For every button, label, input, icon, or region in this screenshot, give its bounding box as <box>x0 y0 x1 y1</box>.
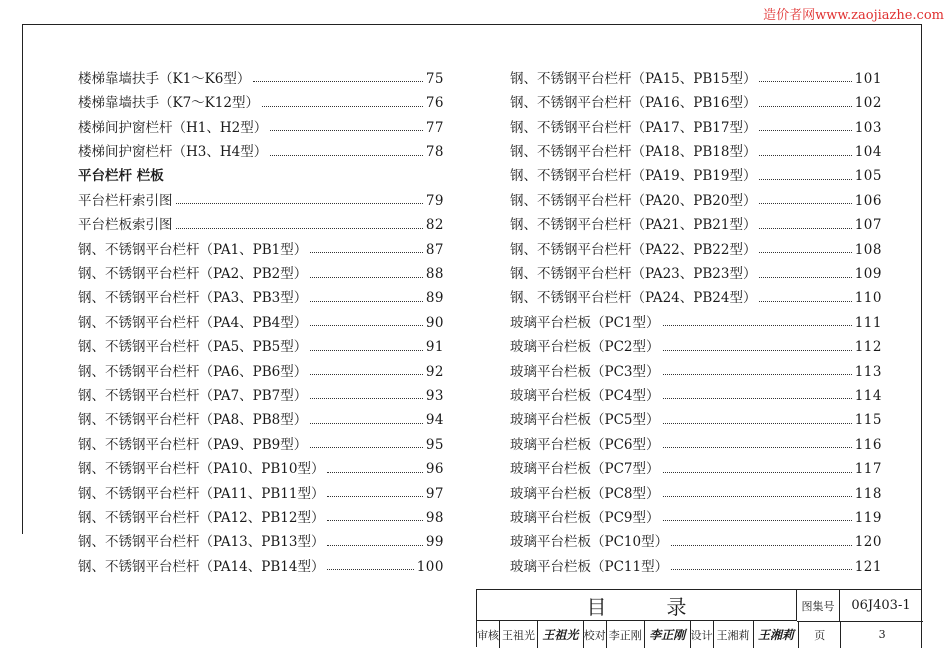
toc-entry-page: 121 <box>854 558 882 575</box>
toc-entry <box>510 257 882 281</box>
toc-entry-page: 118 <box>854 485 882 502</box>
dot-leader <box>759 130 851 131</box>
toc-entry-page: 99 <box>425 534 444 551</box>
toc-entry-page: 91 <box>425 339 444 356</box>
toc-entry-page: 115 <box>854 412 882 429</box>
design-label: 设计 <box>691 621 714 648</box>
toc-entry <box>78 403 444 427</box>
atlas-code: 06J403-1 <box>839 590 923 622</box>
toc-entry-title: 玻璃平台栏板（PC6型） <box>510 436 660 453</box>
review-label: 审核 <box>477 621 500 648</box>
toc-entry <box>510 208 882 232</box>
dot-leader <box>759 301 851 302</box>
dot-leader <box>663 496 852 497</box>
toc-entry <box>78 452 444 476</box>
toc-entry-title: 楼梯间护窗栏杆（H1、H2型） <box>78 119 268 136</box>
toc-entry-title: 钢、不锈钢平台栏杆（PA14、PB14型） <box>78 558 325 575</box>
toc-entry-page: 119 <box>854 509 882 526</box>
frame-left-border <box>22 24 23 534</box>
toc-entry <box>78 379 444 403</box>
atlas-code-label: 图集号 <box>797 590 840 622</box>
toc-entry-title: 钢、不锈钢平台栏杆（PA7、PB7型） <box>78 387 308 404</box>
toc-entry-page: 116 <box>854 436 882 453</box>
toc-entry-page: 93 <box>425 387 444 404</box>
dot-leader <box>671 569 852 570</box>
signature-row <box>477 621 923 648</box>
toc-entry <box>510 233 882 257</box>
toc-entry-title: 玻璃平台栏板（PC4型） <box>510 387 660 404</box>
dot-leader <box>262 106 423 107</box>
toc-entry-title: 玻璃平台栏板（PC2型） <box>510 339 660 356</box>
toc-entry-title: 钢、不锈钢平台栏杆（PA21、PB21型） <box>510 217 757 234</box>
toc-entry <box>510 452 882 476</box>
dot-leader <box>176 228 423 229</box>
dot-leader <box>759 106 851 107</box>
checker-name: 李正刚 <box>607 621 645 648</box>
reviewer-signature: 王祖光 <box>538 621 584 648</box>
toc-entry-page: 87 <box>425 241 444 258</box>
toc-entry <box>510 477 882 501</box>
toc-entry <box>78 306 444 330</box>
dot-leader <box>663 520 852 521</box>
toc-entry-page: 97 <box>425 485 444 502</box>
title-block <box>476 589 922 647</box>
toc-entry-page: 117 <box>854 461 882 478</box>
dot-leader <box>327 472 422 473</box>
toc-entry-page: 105 <box>854 168 882 185</box>
toc-entry <box>510 428 882 452</box>
toc-entry-page: 76 <box>425 95 444 112</box>
toc-entry-page: 98 <box>425 509 444 526</box>
dot-leader <box>310 398 423 399</box>
dot-leader <box>310 423 423 424</box>
toc-entry-title: 玻璃平台栏板（PC1型） <box>510 314 660 331</box>
designer-signature: 王湘莉 <box>754 621 800 648</box>
toc-entry-page: 89 <box>425 290 444 307</box>
toc-entry-page: 94 <box>425 412 444 429</box>
dot-leader <box>310 374 423 375</box>
toc-entry <box>510 62 882 86</box>
toc-entry <box>78 135 444 159</box>
toc-entry <box>510 306 882 330</box>
dot-leader <box>310 447 423 448</box>
dot-leader <box>663 374 852 375</box>
toc-entry-title: 钢、不锈钢平台栏杆（PA11、PB11型） <box>78 485 325 502</box>
document-title: 目录 <box>477 590 797 621</box>
checker-signature: 李正刚 <box>645 621 691 648</box>
dot-leader <box>759 252 851 253</box>
toc-entry-title: 钢、不锈钢平台栏杆（PA10、PB10型） <box>78 461 325 478</box>
toc-entry-title: 平台栏板索引图 <box>78 217 173 234</box>
toc-entry <box>510 550 882 574</box>
toc-entry <box>510 501 882 525</box>
toc-entry-page: 100 <box>416 558 444 575</box>
toc-entry-title: 钢、不锈钢平台栏杆（PA9、PB9型） <box>78 436 308 453</box>
toc-entry-page: 102 <box>854 95 882 112</box>
toc-entry-title: 玻璃平台栏板（PC7型） <box>510 461 660 478</box>
toc-entry-title: 钢、不锈钢平台栏杆（PA24、PB24型） <box>510 290 757 307</box>
toc-entry-title: 钢、不锈钢平台栏杆（PA15、PB15型） <box>510 70 757 87</box>
toc-entry-title: 钢、不锈钢平台栏杆（PA4、PB4型） <box>78 314 308 331</box>
toc-entry <box>510 160 882 184</box>
toc-entry-page: 95 <box>425 436 444 453</box>
dot-leader <box>310 325 423 326</box>
dot-leader <box>759 228 851 229</box>
toc-entry-title: 钢、不锈钢平台栏杆（PA16、PB16型） <box>510 95 757 112</box>
toc-right-column <box>510 62 882 574</box>
watermark: 造价者网www.zaojiazhe.com <box>763 8 944 23</box>
toc-section-heading <box>78 160 444 184</box>
reviewer-name: 王祖光 <box>500 621 538 648</box>
toc-entry-page: 75 <box>425 70 444 87</box>
toc-entry-page: 77 <box>425 119 444 136</box>
toc-entry-title: 楼梯靠墙扶手（K7～K12型） <box>78 95 259 112</box>
dot-leader <box>253 81 422 82</box>
toc-entry-page: 113 <box>854 363 882 380</box>
dot-leader <box>663 423 852 424</box>
designer-name: 王湘莉 <box>714 621 754 648</box>
toc-entry-page: 104 <box>854 144 882 161</box>
toc-entry-title: 平台栏杆索引图 <box>78 192 173 209</box>
toc-entry <box>510 355 882 379</box>
toc-entry <box>510 525 882 549</box>
toc-entry-title: 钢、不锈钢平台栏杆（PA22、PB22型） <box>510 241 757 258</box>
toc-entry-title: 钢、不锈钢平台栏杆（PA6、PB6型） <box>78 363 308 380</box>
toc-entry <box>78 184 444 208</box>
toc-entry-title: 玻璃平台栏板（PC8型） <box>510 485 660 502</box>
toc-entry <box>510 135 882 159</box>
frame-right-border <box>921 24 922 648</box>
toc-entry-title: 玻璃平台栏板（PC9型） <box>510 509 660 526</box>
dot-leader <box>327 496 422 497</box>
toc-entry-page: 114 <box>854 387 882 404</box>
dot-leader <box>310 350 423 351</box>
toc-entry-page: 82 <box>425 217 444 234</box>
dot-leader <box>663 447 852 448</box>
toc-entry-page: 92 <box>425 363 444 380</box>
dot-leader <box>759 203 851 204</box>
toc-entry-page: 120 <box>854 534 882 551</box>
toc-entry <box>510 111 882 135</box>
dot-leader <box>663 398 852 399</box>
toc-left-column <box>78 62 444 574</box>
dot-leader <box>310 252 423 253</box>
toc-entry-title: 玻璃平台栏板（PC10型） <box>510 534 669 551</box>
toc-entry <box>78 282 444 306</box>
toc-entry-page: 107 <box>854 217 882 234</box>
toc-entry-title: 玻璃平台栏板（PC11型） <box>510 558 669 575</box>
dot-leader <box>176 203 423 204</box>
toc-entry-page: 96 <box>425 461 444 478</box>
toc-entry-page: 112 <box>854 339 882 356</box>
dot-leader <box>310 277 423 278</box>
toc-entry <box>78 330 444 354</box>
toc-entry <box>510 403 882 427</box>
toc-entry-page: 79 <box>425 192 444 209</box>
toc-entry-title: 钢、不锈钢平台栏杆（PA3、PB3型） <box>78 290 308 307</box>
dot-leader <box>310 301 423 302</box>
toc-entry-title: 钢、不锈钢平台栏杆（PA5、PB5型） <box>78 339 308 356</box>
toc-entry-title: 钢、不锈钢平台栏杆（PA13、PB13型） <box>78 534 325 551</box>
toc-entry-title: 钢、不锈钢平台栏杆（PA12、PB12型） <box>78 509 325 526</box>
toc-entry <box>78 111 444 135</box>
dot-leader <box>759 81 851 82</box>
toc-entry-title: 玻璃平台栏板（PC3型） <box>510 363 660 380</box>
dot-leader <box>671 545 852 546</box>
dot-leader <box>327 520 422 521</box>
toc-entry <box>78 355 444 379</box>
toc-entry <box>510 86 882 110</box>
check-label: 校对 <box>584 621 607 648</box>
dot-leader <box>270 130 423 131</box>
dot-leader <box>327 569 413 570</box>
toc-entry-title: 钢、不锈钢平台栏杆（PA19、PB19型） <box>510 168 757 185</box>
toc-entry <box>78 233 444 257</box>
toc-entry <box>78 208 444 232</box>
toc-entry-title: 钢、不锈钢平台栏杆（PA8、PB8型） <box>78 412 308 429</box>
toc-entry <box>78 525 444 549</box>
toc-entry-title: 钢、不锈钢平台栏杆（PA18、PB18型） <box>510 144 757 161</box>
toc-entry <box>78 477 444 501</box>
toc-entry-title: 钢、不锈钢平台栏杆（PA2、PB2型） <box>78 266 308 283</box>
toc-entry <box>78 62 444 86</box>
page-number: 3 <box>878 628 886 641</box>
toc-entry-page: 110 <box>854 290 882 307</box>
toc-entry <box>510 184 882 208</box>
toc-entry-page: 103 <box>854 119 882 136</box>
toc-entry <box>78 86 444 110</box>
toc-entry <box>510 330 882 354</box>
toc-entry-page: 101 <box>854 70 882 87</box>
toc-entry-title: 楼梯间护窗栏杆（H3、H4型） <box>78 144 268 161</box>
dot-leader <box>663 325 852 326</box>
toc-entry-page: 106 <box>854 192 882 209</box>
frame-top-border <box>22 24 922 25</box>
toc-entry <box>78 550 444 574</box>
toc-entry <box>510 282 882 306</box>
dot-leader <box>759 277 851 278</box>
toc-entry-title: 钢、不锈钢平台栏杆（PA23、PB23型） <box>510 266 757 283</box>
toc-entry-page: 109 <box>854 266 882 283</box>
toc-entry <box>510 379 882 403</box>
toc-entry-page: 111 <box>854 314 882 331</box>
dot-leader <box>759 179 851 180</box>
toc-entry-title: 钢、不锈钢平台栏杆（PA1、PB1型） <box>78 241 308 258</box>
toc-entry-title: 钢、不锈钢平台栏杆（PA17、PB17型） <box>510 119 757 136</box>
toc-entry <box>78 257 444 281</box>
toc-entry-title: 平台栏杆 栏板 <box>78 168 164 185</box>
toc-entry <box>78 428 444 452</box>
toc-entry-page: 108 <box>854 241 882 258</box>
toc-entry-page: 88 <box>425 266 444 283</box>
toc-entry-page: 78 <box>425 144 444 161</box>
dot-leader <box>663 350 852 351</box>
toc-entry-title: 钢、不锈钢平台栏杆（PA20、PB20型） <box>510 192 757 209</box>
dot-leader <box>663 472 852 473</box>
dot-leader <box>327 545 422 546</box>
toc-entry-title: 玻璃平台栏板（PC5型） <box>510 412 660 429</box>
toc-entry-title: 楼梯靠墙扶手（K1～K6型） <box>78 70 251 87</box>
toc-entry-page: 90 <box>425 314 444 331</box>
dot-leader <box>270 155 423 156</box>
page-label: 页 <box>799 621 841 648</box>
dot-leader <box>759 155 851 156</box>
toc-entry <box>78 501 444 525</box>
